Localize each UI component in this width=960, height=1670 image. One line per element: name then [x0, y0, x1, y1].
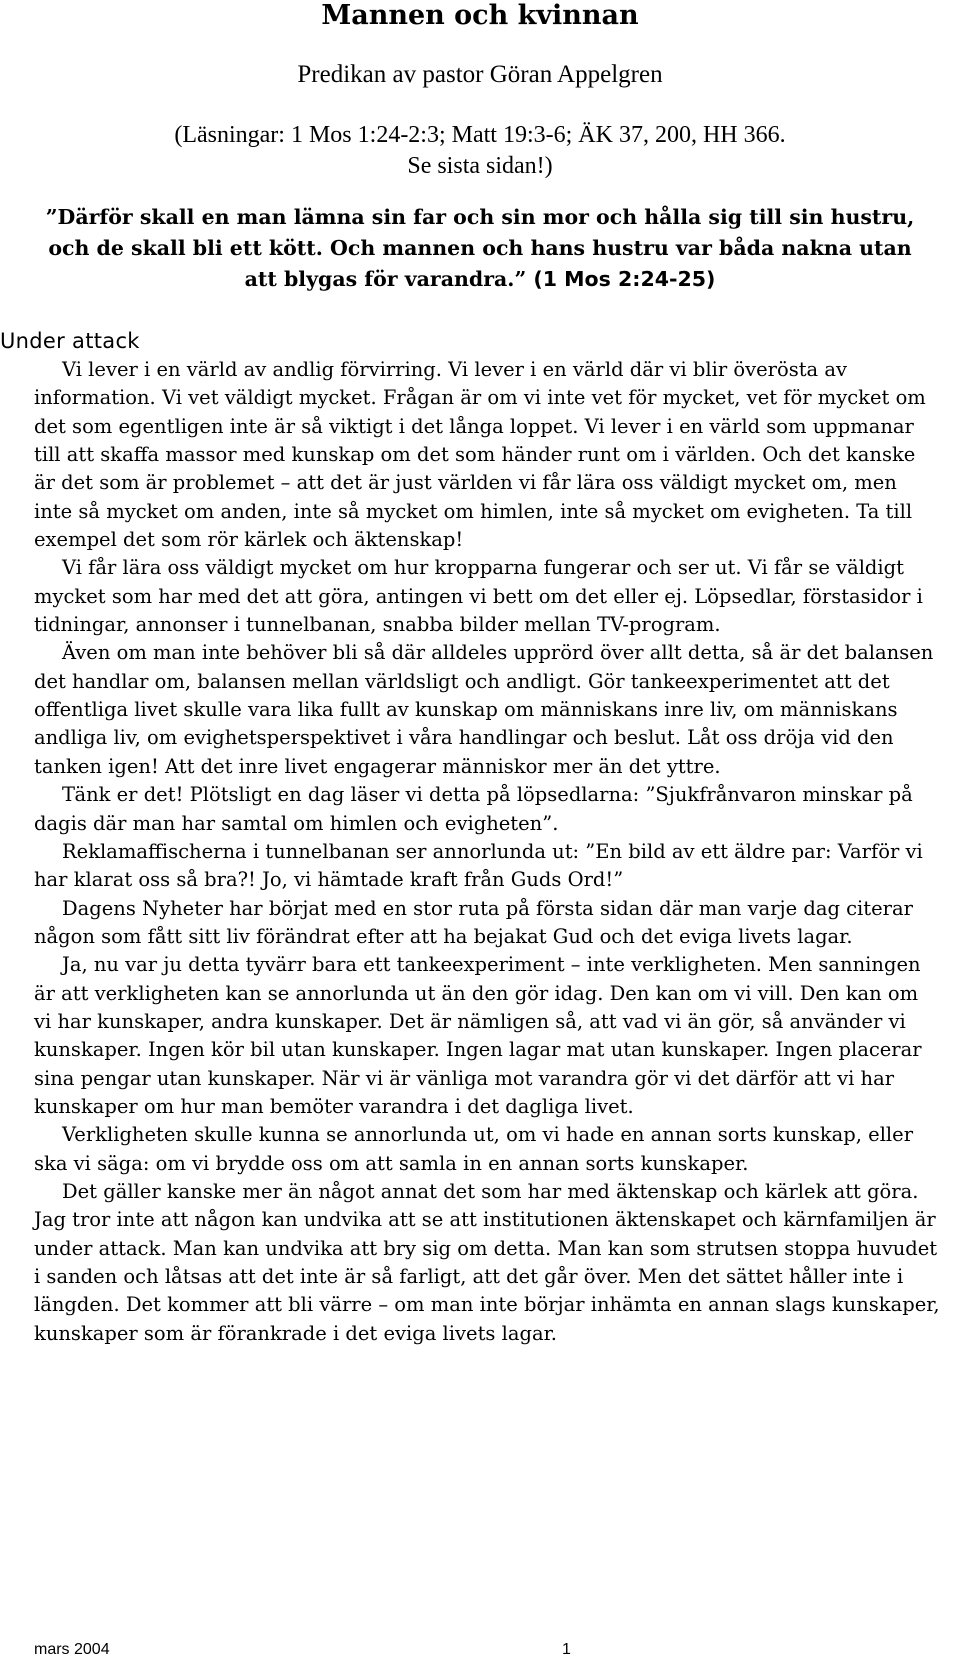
document-title: Mannen och kvinnan [321, 0, 639, 31]
paragraph: Vi lever i en värld av andlig förvirring. Vi lever i en värld där vi blir överösta av information. Vi vet väldigt mycket. Frågan är om vi inte vet för mycket, vet för mycket om det som egentligen inte är så viktigt i det långa loppet. Vi lever i en värld som uppmanar till att skaffa massor med kunskap om det som händer runt om i världen. Och det kanske är det som är problemet – att det är just världen vi får lära oss väldigt mycket om, men inte så mycket om anden, inte så mycket om himlen, inte så mycket om evigheten. Ta till exempel det som rör kärlek och äktenskap! [34, 358, 926, 552]
quote-reference: (1 Mos 2:24-25) [533, 267, 716, 291]
footer-date: mars 2004 [34, 1641, 110, 1658]
section-heading: Under attack [0, 329, 140, 353]
body-text [34, 356, 940, 1348]
page-number: 1 [562, 1641, 571, 1658]
paragraph: Verkligheten skulle kunna se annorlunda ut, om vi hade en annan sorts kunskap, eller ska vi säga: om vi brydde oss om att samla in en annan sorts kunskaper. [34, 1123, 914, 1175]
scripture-quote [30, 202, 930, 295]
document-subtitle: Predikan av pastor Göran Appelgren [297, 61, 663, 88]
paragraph: Även om man inte behöver bli så där alldeles upprörd över allt detta, så är det balansen det handlar om, balansen mellan världsligt och andligt. Gör tankeexperimentet att det offentliga livet skulle vara lika fullt av kunskap om människans inre liv, om människans andliga liv, om evighetsperspektivet i våra handlingar och beslut. Låt oss dröja vid den tanken igen! Att det inre livet engagerar människor mer än det yttre. [34, 641, 934, 778]
readings-note [0, 120, 960, 182]
readings-line-1: (Läsningar: 1 Mos 1:24-2:3; Matt 19:3-6; ÄK 37, 200, HH 366. [174, 122, 786, 148]
paragraph: Dagens Nyheter har börjat med en stor ruta på första sidan där man varje dag citerar någon som fått sitt liv förändrat efter att ha bejakat Gud och det eviga livets lagar. [34, 896, 913, 948]
paragraph: Vi får lära oss väldigt mycket om hur kropparna fungerar och ser ut. Vi får se väldigt mycket som har med det att göra, antingen vi bett om det eller ej. Löpsedlar, förstasidor i tidningar, annonser i tunnelbanan, snabba bilder mellan TV-program. [34, 556, 923, 637]
paragraph: Tänk er det! Plötsligt en dag läser vi detta på löpsedlarna: ”Sjukfrånvaron minskar på dagis där man har samtal om himlen och evigheten”. [34, 783, 913, 835]
paragraph: Det gäller kanske mer än något annat det som har med äktenskap och kärlek att göra. Jag tror inte att någon kan undvika att se att institutionen äktenskapet och kärnfamiljen är under attack. Man kan undvika att bry sig om detta. Man kan som strutsen stoppa huvudet i sanden och låtsas att det inte är så farligt, att det går över. Men det sättet håller inte i längden. Det kommer att bli värre – om man inte börjar inhämta en annan slags kunskaper, kunskaper som är förankrade i det eviga livets lagar. [34, 1179, 940, 1345]
paragraph: Reklamaffischerna i tunnelbanan ser annorlunda ut: ”En bild av ett äldre par: Varför vi har klarat oss så bra?! Jo, vi hämtade kraft från Guds Ord!” [34, 839, 923, 892]
quote-text: ”Därför skall en man lämna sin far och sin mor och hålla sig till sin hustru, och de skall bli ett kött. Och mannen och hans hustru var båda nakna utan att blygas för varandra.” [45, 205, 915, 291]
paragraph: Ja, nu var ju detta tyvärr bara ett tankeexperiment – inte verkligheten. Men sanningen är att verkligheten kan se annorlunda ut än den gör idag. Den kan om vi vill. Den kan om vi har kunskaper, andra kunskaper. Det är nämligen så, att vad vi än gör, så använder vi kunskaper. Ingen kör bil utan kunskaper. Ingen lagar mat utan kunskaper. Ingen placerar sina pengar utan kunskaper. När vi är vänliga mot varandra gör vi det därför att vi har kunskaper om hur man bemöter varandra i det dagliga livet. [34, 953, 922, 1118]
readings-line-2: Se sista sidan!) [407, 153, 553, 179]
